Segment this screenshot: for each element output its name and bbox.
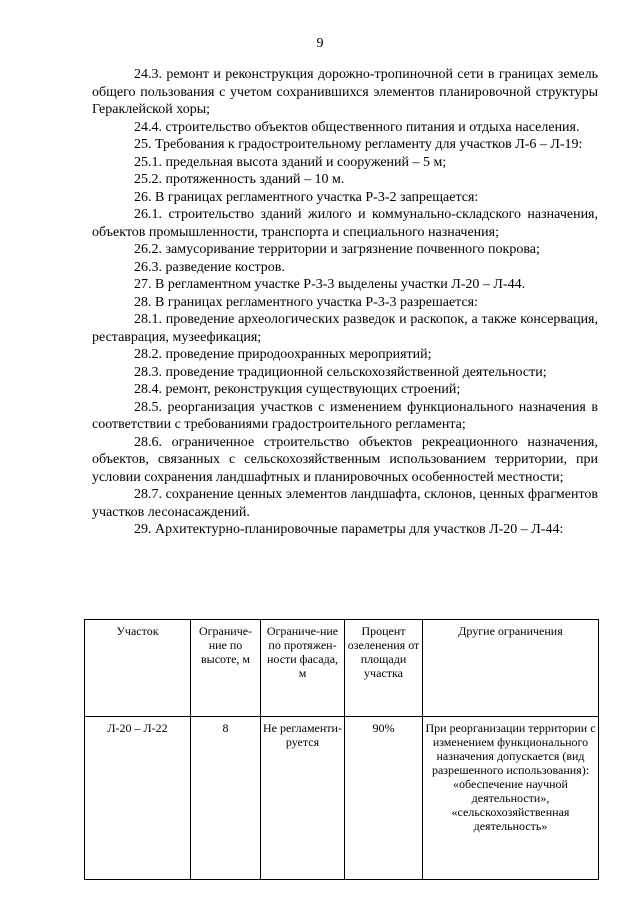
cell-other-limits: При реорганизации территории с изменением функционального назначения допускается (вид разрешенного использования): «обеспечение научной деятельности», «сельскохозяйственная деятельность» (423, 717, 599, 880)
cell-greening-percent: 90% (345, 717, 423, 880)
paragraph-28-1: 28.1. проведение археологических разведок и раскопок, а также консервация, реставрация, музеефикация; (92, 312, 598, 345)
paragraph-26-3: 26.3. разведение костров. (134, 259, 285, 275)
table-row (85, 717, 599, 880)
header-greening-percent: Процент озеленения от площади участка (345, 620, 423, 717)
paragraph-27: 27. В регламентном участке Р-3-3 выделены участки Л-20 – Л-44. (134, 277, 526, 292)
header-other-limits: Другие ограничения (423, 620, 599, 717)
document-body (92, 66, 598, 539)
paragraph-26: 26. В границах регламентного участка Р-3-2 запрещается: (134, 189, 479, 205)
paragraph-29: 29. Архитектурно-планировочные параметры для участков Л-20 – Л-44: (134, 522, 564, 537)
header-plot: Участок (85, 620, 191, 717)
header-height-limit: Ограниче-ние по высоте, м (191, 620, 261, 717)
paragraph-25-1: 25.1. предельная высота зданий и сооружений – 5 м; (134, 154, 447, 170)
paragraph-28-5: 28.5. реорганизация участков с изменением функционального назначения в соответствии с требованиями градостроительного регламента; (92, 399, 598, 432)
paragraph-28-4: 28.4. ремонт, реконструкция существующих строений; (134, 382, 461, 397)
paragraph-25: 25. Требования к градостроительному регламенту для участков Л-6 – Л-19: (134, 137, 583, 152)
paragraph-28-2: 28.2. проведение природоохранных мероприятий; (134, 347, 432, 362)
paragraph-28-6: 28.6. ограниченное строительство объектов рекреационного назначения, объектов, связанных с сельскохозяйственным использованием территории, при условии сохранения ландшафтных и планировочных особенностей местности; (92, 434, 598, 485)
table-header-row (85, 620, 599, 717)
paragraph-24-4: 24.4. строительство объектов общественного питания и отдыха населения. (134, 119, 580, 135)
cell-facade-limit: Не регламенти-руется (261, 717, 345, 880)
paragraph-25-2: 25.2. протяженность зданий – 10 м. (134, 172, 345, 187)
paragraph-26-1: 26.1. строительство зданий жилого и коммунально-складского назначения, объектов промышленности, транспорта и специального назначения; (92, 207, 598, 240)
page-number: 9 (316, 36, 324, 51)
paragraph-28-7: 28.7. сохранение ценных элементов ландшафта, склонов, ценных фрагментов участков лесонасаждений. (92, 487, 598, 520)
paragraph-24-3: 24.3. ремонт и реконструкция дорожно-тропиночной сети в границах земель общего пользования с учетом сохранившихся элементов планировочной структуры Гераклейской хоры; (92, 67, 598, 117)
cell-plot: Л-20 – Л-22 (85, 717, 191, 880)
parameters-table (84, 619, 599, 880)
paragraph-26-2: 26.2. замусоривание территории и загрязнение почвенного покрова; (134, 242, 540, 257)
paragraph-28-3: 28.3. проведение традиционной сельскохозяйственной деятельности; (134, 364, 547, 380)
paragraph-28: 28. В границах регламентного участка Р-3-3 разрешается: (134, 294, 478, 310)
cell-height-limit: 8 (191, 717, 261, 880)
header-facade-limit: Ограниче-ние по протяжен-ности фасада, м (261, 620, 345, 717)
